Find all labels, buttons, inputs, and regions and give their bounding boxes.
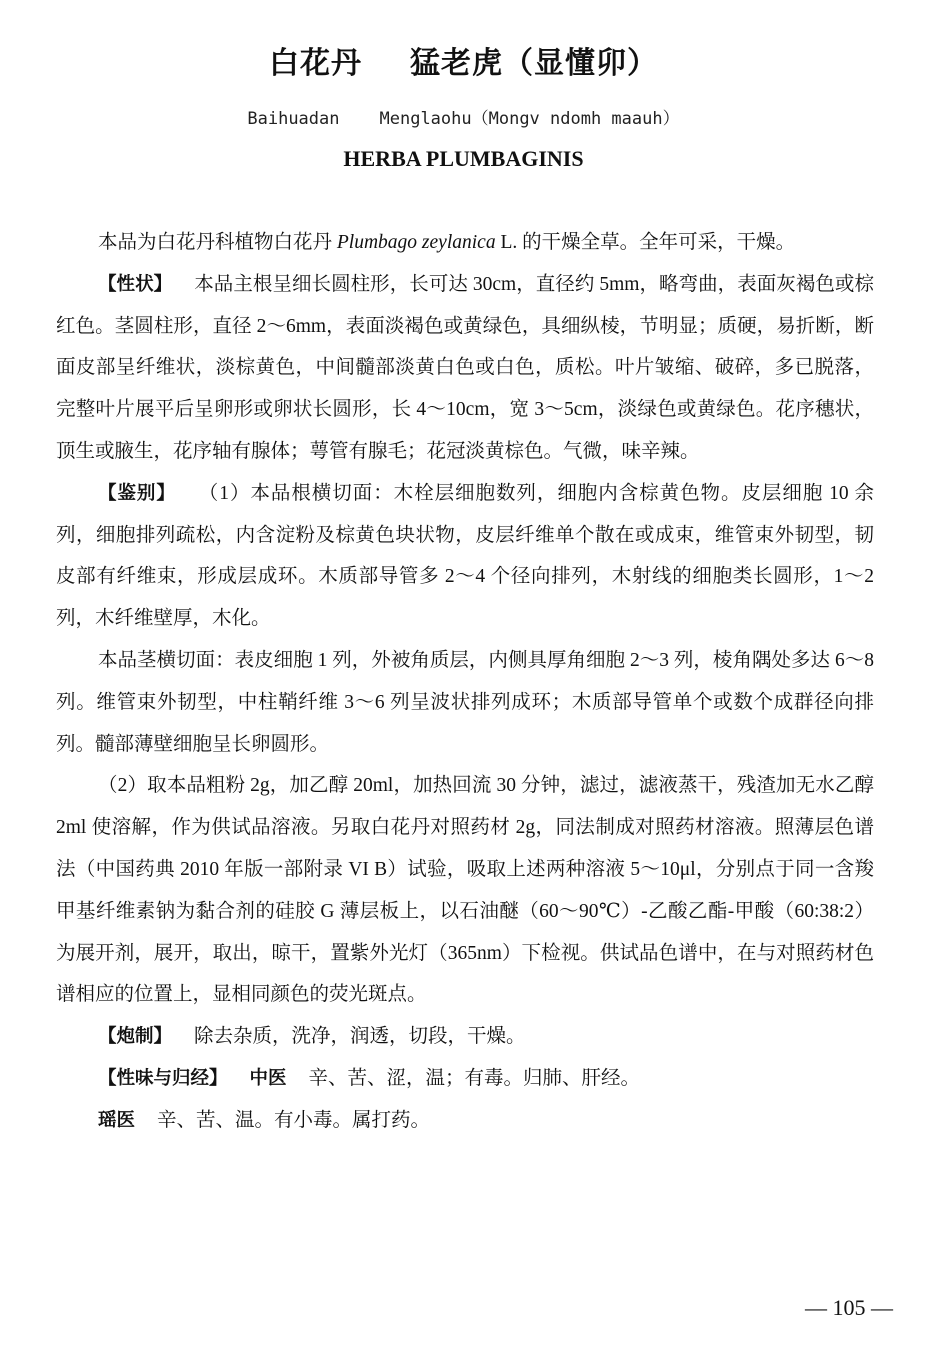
pinyin-subtitle — [0, 104, 927, 129]
intro-text-post: L. 的干燥全草。全年可采，干燥。 — [495, 232, 796, 253]
latin-name: HERBA PLUMBAGINIS — [343, 146, 584, 171]
identification-tlc-paragraph: （2）取本品粗粉 2g，加乙醇 20ml，加热回流 30 分钟，滤过，滤液蒸干，残渣加无水乙醇 2ml 使溶解，作为供试品溶液。另取白花丹对照药材 2g，同法制成对照药材溶液。照薄层色谱法（中国药典 2010 年版一部附录 VI B）试验，吸取上述两种溶液 5～10μl，分别点于同一含羧甲基纤维素钠为黏合剂的硅胶 G 薄层板上，以石油醚（60～90℃）-乙酸乙酯-甲酸（60:38:2）为展开剂，展开，取出，晾干，置紫外光灯（365nm）下检视。供试品色谱中，在与对照药材色谱相应的位置上，显相同颜色的荧光斑点。 — [56, 775, 874, 1006]
description-heading: 【性状】 — [98, 273, 173, 295]
intro-text-pre: 本品为白花丹科植物白花丹 — [98, 232, 337, 253]
page-title — [0, 38, 927, 82]
species-name: Plumbago zeylanica — [336, 232, 496, 253]
tcm-label: 中医 — [249, 1067, 287, 1089]
yao-text: 辛、苦、温。有小毒。属打药。 — [157, 1109, 431, 1131]
tcm-text: 辛、苦、涩，温；有毒。归肺、肝经。 — [308, 1067, 641, 1089]
identification-stem-paragraph: 本品茎横切面：表皮细胞 1 列，外被角质层，内侧具厚角细胞 2～3 列，棱角隅处多达 6～8 列。维管束外韧型，中柱鞘纤维 3～6 列呈波状排列成环；木质部导管单个或数个成群径向排列。髓部薄壁细胞呈长卵圆形。 — [56, 649, 874, 755]
property-heading: 【性味与归经】 — [98, 1067, 228, 1089]
identification-section — [56, 473, 874, 640]
description-section — [56, 264, 874, 473]
page-number: — 105 — — [805, 1295, 893, 1320]
property-section — [56, 1058, 874, 1100]
description-text: 本品主根呈细长圆柱形，长可达 30cm，直径约 5mm，略弯曲，表面灰褐色或棕红色。茎圆柱形，直径 2～6mm，表面淡褐色或黄绿色，具细纵棱，节明显；质硬，易折断，断面皮部呈纤维状，淡棕黄色，中间髓部淡黄白色或白色，质松。叶片皱缩、破碎，多已脱落，完整叶片展平后呈卵形或卵状长圆形，长 4～10cm，宽 3～5cm，淡绿色或黄绿色。花序穗状，顶生或腋生，花序轴有腺体；萼管有腺毛；花冠淡黄棕色。气微，味辛辣。 — [56, 273, 874, 462]
title-cn-name: 白花丹 — [269, 46, 362, 81]
identification-root-text: （1）本品根横切面：木栓层细胞数列，细胞内含棕黄色物。皮层细胞 10 余列，细胞排列疏松，内含淀粉及棕黄色块状物，皮层纤维单个散在或成束，维管束外韧型，韧皮部有纤维束，形成层成环。木质部导管多 2～4 个径向排列，木射线的细胞类长圆形，1～2 列，木纤维壁厚，木化。 — [56, 482, 874, 630]
identification-heading: 【鉴别】 — [98, 482, 176, 504]
processing-section — [56, 1016, 874, 1058]
yao-medicine-line — [56, 1100, 874, 1142]
yao-label: 瑶医 — [98, 1109, 136, 1131]
processing-heading: 【炮制】 — [98, 1026, 173, 1048]
intro-paragraph — [56, 222, 874, 264]
monograph-body — [56, 222, 874, 1142]
title-zhuang-name: 猛老虎（显懂卯） — [410, 46, 658, 81]
pinyin-zhuang-name: Menglaohu（Mongv ndomh maauh） — [379, 109, 680, 129]
processing-text: 除去杂质，洗净，润透，切段，干燥。 — [194, 1026, 526, 1048]
pinyin-name: Baihuadan — [247, 109, 340, 129]
